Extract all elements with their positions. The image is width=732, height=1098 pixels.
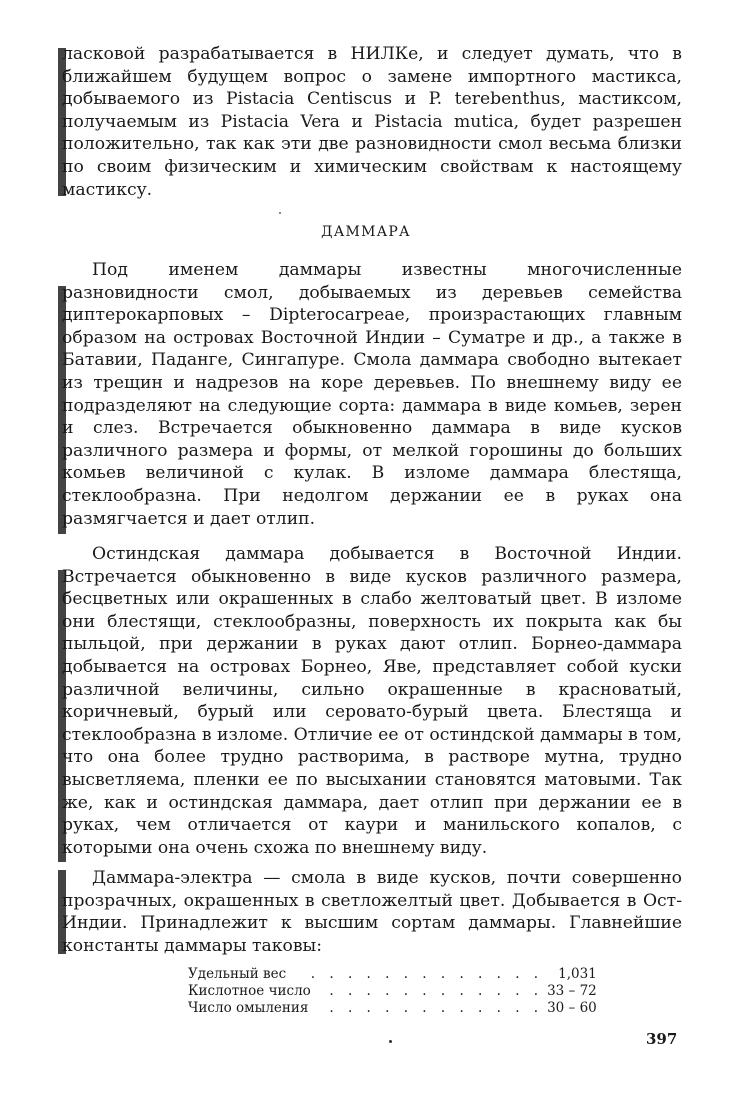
paragraph-mastic-continuation: ласковой разрабатывается в НИЛКе, и следует думать, что в ближайшем будущем вопрос о замене импортного мастикса, добываемого из Pistacia Centiscus и P. terebenthus, мастиксом, получаемым из Pistacia Vera и Pistacia mutica, будет разрешен положительно, так как эти две разновидности смол весьма близки по своим физическим и химическим свойствам к настоящему мастиксу. [62, 44, 682, 200]
constant-label: Число омыления [188, 1000, 309, 1016]
leader-dots: . . . . . . . . . . . . [329, 983, 544, 999]
leader-dots: . . . . . . . . . . . . . [310, 966, 544, 982]
paragraph-dammar-intro: Под именем даммары известны многочисленные разновидности смол, добываемых из деревьев семейства диптерокарповых – Dipterocarpeae, произрастающих главным образом на островах Восточной Индии – Суматре и др., а также в Батавии, Паданге, Сингапуре. Смола даммара свободно вытекает из трещин и надрезов на коре деревьев. По внешнему виду ее подразделяют на следующие сорта: даммара в виде комьев, зерен и слез. Встречается обыкновенно даммара в виде кусков различного размера и формы, от мелкой горошины до больших комьев величиной с кулак. В изломе даммара блестяща, стеклообразна. При недолгом держании ее в руках она размягчается и дает отлип. [62, 260, 682, 529]
table-row [188, 966, 597, 983]
leader-dots: . . . . . . . . . . . . [329, 1000, 544, 1016]
paragraph-east-indian-dammar: Остиндская даммара добывается в Восточной Индии. Встречается обыкновенно в виде кусков различного размера, бесцветных или окрашенных в слабо желтоватый цвет. В изломе они блестящи, стеклообразны, поверхность их покрыта как бы пыльцой, при держании в руках дают отлип. Борнео-даммара добывается на островах Борнео, Яве, представляет собой куски различной величины, сильно окрашенные в красноватый, коричневый, бурый или серовато-бурый цвета. Блестяща и стеклообразна в изломе. Отличие ее от остиндской даммары в том, что она более трудно растворима, в растворе мутна, трудно высветляема, пленки ее по высыхании становятся матовыми. Так же, как и остиндская даммара, дает отлип при держании ее в руках, чем отличается от каури и манильского копалов, с которыми она очень схожа по внешнему виду. [62, 544, 682, 858]
constants-table [188, 966, 597, 1017]
page-number: 397 [646, 1030, 678, 1048]
constant-label: Удельный вес [188, 966, 287, 982]
print-speck [279, 212, 281, 214]
paragraph-dammar-electra: Даммара-электра — смола в виде кусков, почти совершенно прозрачных, окрашенных в светложелтый цвет. Добывается в Ост-Индии. Принадлежит к высшим сортам даммары. Главнейшие константы даммары таковы: [62, 868, 682, 956]
print-speck [389, 1040, 392, 1043]
constant-value: 1,031 [558, 966, 597, 982]
constant-value: 30 – 60 [547, 1000, 597, 1016]
section-heading: ДАММАРА [321, 224, 411, 240]
constant-label: Кислотное число [188, 983, 311, 999]
table-row [188, 1000, 597, 1017]
table-row [188, 983, 597, 1000]
constant-value: 33 – 72 [547, 983, 597, 999]
